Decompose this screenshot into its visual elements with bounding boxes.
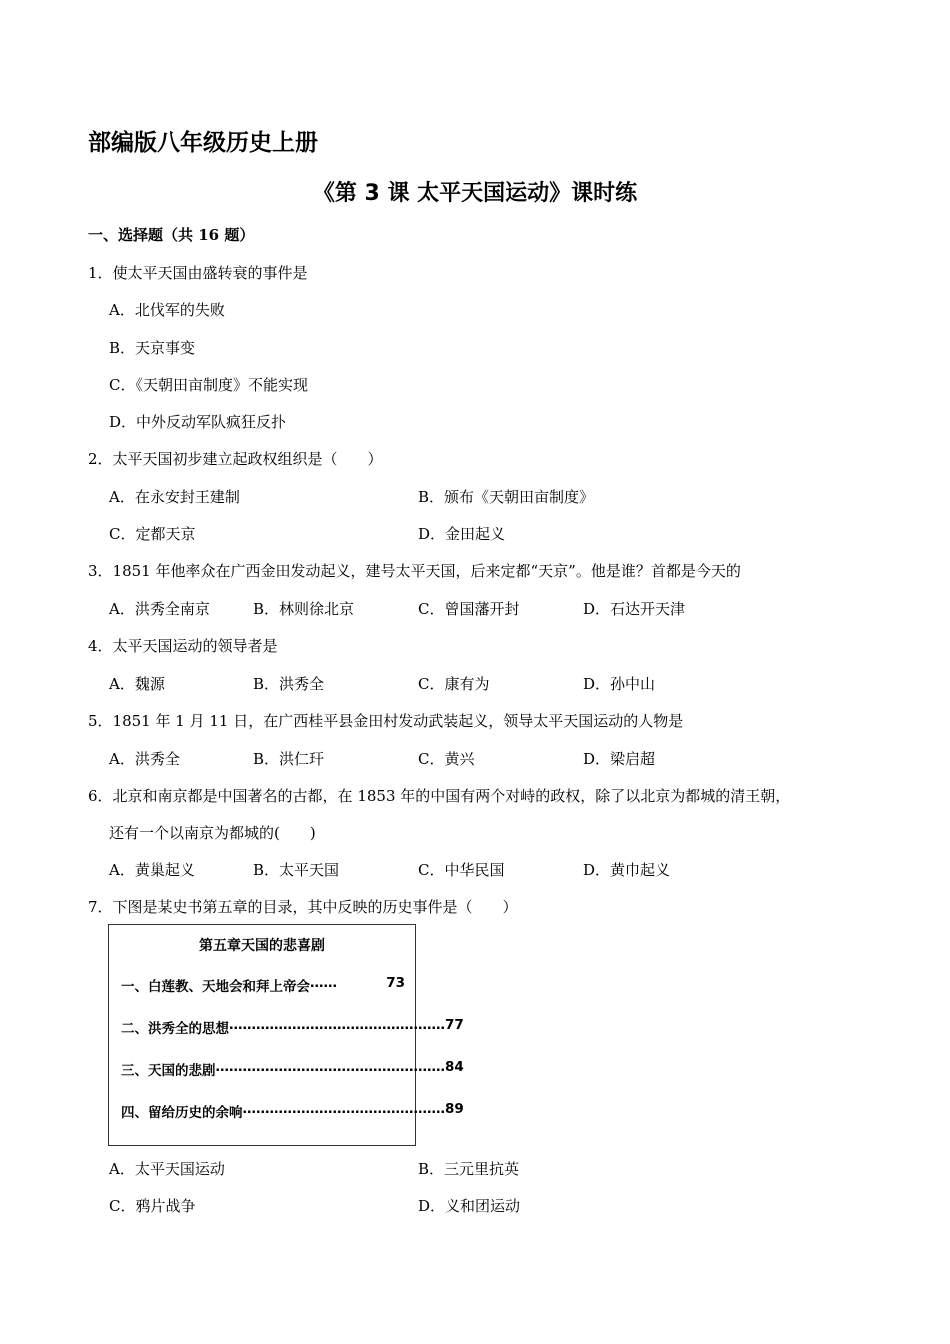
q1-option-d: D．中外反动军队疯狂反扑 [109, 413, 287, 431]
q1-option-b: B．天京事变 [109, 339, 196, 357]
q1-option-a: A．北伐军的失败 [109, 301, 225, 319]
q2-option-b: B．颁布《天朝田亩制度》 [418, 488, 595, 506]
page-title: 《第 3 课 太平天国运动》课时练 [312, 181, 638, 206]
q6-option-a: A．黄巢起义 [109, 861, 195, 879]
q2-option-a: A．在永安封王建制 [109, 488, 240, 506]
toc-item-page: 84 [445, 1059, 464, 1075]
q4-option-d: D．孙中山 [583, 675, 656, 693]
q3-option-c: C．曾国藩开封 [418, 600, 520, 618]
q1-option-c: C．《天朝田亩制度》不能实现 [109, 376, 308, 394]
q5-option-a: A．洪秀全 [109, 750, 180, 768]
question-2-stem: 2．太平天国初步建立起政权组织是（ ） [88, 450, 383, 468]
toc-item-page: 73 [386, 975, 405, 991]
question-3-stem: 3．1851 年他率众在广西金田发动起义，建号太平天国，后来定都“天京”。他是谁？首都是今天的 [88, 562, 741, 580]
toc-item-label: 二、洪秀全的思想 [121, 1021, 229, 1037]
q4-option-a: A．魏源 [109, 675, 165, 693]
section-heading: 一、选择题（共 16 题） [88, 226, 255, 244]
q7-option-d: D．义和团运动 [418, 1197, 521, 1215]
q2-option-d: D．金田起义 [418, 525, 506, 543]
q3-option-d: D．石达开天津 [583, 600, 686, 618]
q4-option-c: C．康有为 [418, 675, 490, 693]
q7-option-b: B．三元里抗英 [418, 1160, 520, 1178]
question-6-stem: 6．北京和南京都是中国著名的古都，在 1853 年的中国有两个对峙的政权，除了以北京为都城的清王朝， [88, 787, 791, 805]
question-6-stem-continued: 还有一个以南京为都城的( ) [109, 824, 316, 842]
q6-option-b: B．太平天国 [253, 861, 340, 879]
toc-item [121, 1017, 464, 1037]
q7-option-a: A．太平天国运动 [109, 1160, 225, 1178]
toc-item-label: 四、留给历史的余响 [121, 1105, 243, 1121]
question-1-stem: 1．使太平天国由盛转衰的事件是 [88, 264, 308, 282]
toc-item [121, 1059, 464, 1079]
q3-option-a: A．洪秀全南京 [109, 600, 210, 618]
toc-item-page: 77 [445, 1017, 464, 1033]
question-4-stem: 4．太平天国运动的领导者是 [88, 637, 278, 655]
q6-option-c: C．中华民国 [418, 861, 505, 879]
toc-item-leader: ……………………………………… [242, 1101, 445, 1117]
toc-title: 第五章天国的悲喜剧 [199, 938, 325, 954]
q6-option-d: D．黄巾起义 [583, 861, 671, 879]
toc-item-label: 三、天国的悲剧 [121, 1063, 216, 1079]
q7-option-c: C．鸦片战争 [109, 1197, 196, 1215]
q2-option-c: C．定都天京 [109, 525, 196, 543]
toc-item [121, 1101, 464, 1121]
toc-item-leader: …………………………………………… [215, 1059, 445, 1075]
table-of-contents-figure [108, 924, 464, 1146]
q4-option-b: B．洪秀全 [253, 675, 325, 693]
toc-item-label: 一、白莲教、天地会和拜上帝会 [121, 979, 310, 995]
question-5-stem: 5．1851 年 1 月 11 日，在广西桂平县金田村发动武装起义，领导太平天国运动的人物是 [88, 712, 684, 730]
toc-item-leader: ………………………………………… [229, 1017, 445, 1033]
page-header: 部编版八年级历史上册 [88, 130, 318, 156]
toc-item-leader: …… [310, 975, 337, 991]
q5-option-d: D．梁启超 [583, 750, 656, 768]
q3-option-b: B．林则徐北京 [253, 600, 355, 618]
q5-option-c: C．黄兴 [418, 750, 475, 768]
toc-item-page: 89 [445, 1101, 464, 1117]
toc-item [121, 975, 405, 995]
question-7-stem: 7．下图是某史书第五章的目录，其中反映的历史事件是（ ） [88, 898, 518, 916]
q5-option-b: B．洪仁玕 [253, 750, 325, 768]
